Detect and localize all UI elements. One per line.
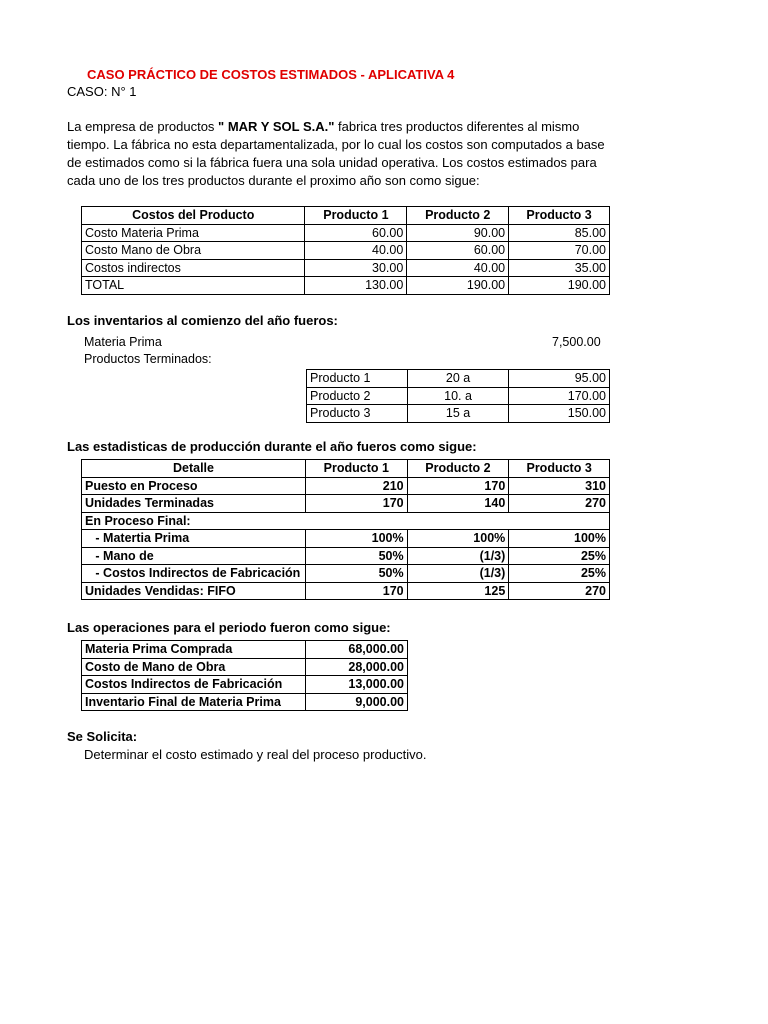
operations-heading: Las operaciones para el periodo fueron como sigue:: [67, 620, 391, 635]
solicita-text: Determinar el costo estimado y real del proceso productivo.: [84, 747, 427, 762]
header-cell: Producto 1: [305, 207, 407, 225]
cell-value: 170: [305, 582, 407, 600]
production-table: [81, 459, 610, 600]
table-row: [82, 530, 610, 548]
header-cell: Producto 3: [509, 207, 610, 225]
operations-table: [81, 640, 408, 711]
costs-table: [81, 206, 610, 295]
row-label: Costo Mano de Obra: [82, 242, 305, 260]
cell-value: 170: [407, 477, 509, 495]
table-total-row: [82, 277, 610, 295]
cell-value: 30.00: [305, 259, 407, 277]
table-row: [307, 387, 610, 405]
cell-value: 25%: [509, 547, 610, 565]
cell-value: 125: [407, 582, 509, 600]
table-row: [307, 370, 610, 388]
table-row: [82, 512, 610, 530]
table-row: [82, 641, 408, 659]
cell-value: 190.00: [509, 277, 610, 295]
cell-value: 25%: [509, 565, 610, 583]
cell-value: 95.00: [509, 370, 610, 388]
row-label: Costos indirectos: [82, 259, 305, 277]
productos-terminados-label: Productos Terminados:: [84, 352, 212, 366]
row-label: Inventario Final de Materia Prima: [82, 693, 306, 711]
header-cell: Producto 3: [509, 460, 610, 478]
table-row: [82, 477, 610, 495]
cell-value: 270: [509, 582, 610, 600]
cell-value: 50%: [305, 565, 407, 583]
cell-value: 100%: [305, 530, 407, 548]
cell-value: 40.00: [305, 242, 407, 260]
table-row: [82, 565, 610, 583]
cell-value: 13,000.00: [305, 676, 407, 694]
row-label: TOTAL: [82, 277, 305, 295]
table-row: [82, 582, 610, 600]
table-header-row: [82, 207, 610, 225]
cell-value: (1/3): [407, 547, 509, 565]
intro-after: fabrica tres productos diferentes al mismo tiempo. La fábrica no esta departamentalizada, por lo cual los costos son computados a base de estimados como si la fábrica fuera una sola unidad operativa. Los costos estimados para cada uno de los tres productos durante el proximo año son como sigue:: [67, 119, 605, 188]
table-row: [82, 676, 408, 694]
header-cell: Detalle: [82, 460, 306, 478]
cell-value: 28,000.00: [305, 658, 407, 676]
materia-prima-label: Materia Prima: [84, 335, 162, 349]
row-label: - Costos Indirectos de Fabricación: [82, 565, 306, 583]
inventories-heading: Los inventarios al comienzo del año fueros:: [67, 313, 338, 328]
cell-value: 100%: [509, 530, 610, 548]
row-label: Costo Materia Prima: [82, 224, 305, 242]
intro-before: La empresa de productos: [67, 119, 219, 134]
page-title: CASO PRÁCTICO DE COSTOS ESTIMADOS - APLICATIVA 4: [87, 67, 455, 82]
cell-value: 170.00: [509, 387, 610, 405]
row-label: Unidades Vendidas: FIFO: [82, 582, 306, 600]
cell-value: 50%: [305, 547, 407, 565]
cell-value: 190.00: [407, 277, 509, 295]
cell-value: 210: [305, 477, 407, 495]
table-row: [82, 693, 408, 711]
intro-paragraph: [67, 118, 607, 190]
row-label: Producto 3: [307, 405, 408, 423]
cell-value: 70.00: [509, 242, 610, 260]
header-cell: Producto 2: [407, 460, 509, 478]
cell-value: 20 a: [407, 370, 509, 388]
table-row: [82, 547, 610, 565]
row-label: Producto 2: [307, 387, 408, 405]
row-label: Producto 1: [307, 370, 408, 388]
en-proceso-label: En Proceso Final:: [82, 512, 610, 530]
cell-value: 9,000.00: [305, 693, 407, 711]
cell-value: 15 a: [407, 405, 509, 423]
cell-value: 10. a: [407, 387, 509, 405]
cell-value: 60.00: [305, 224, 407, 242]
row-label: - Matertia Prima: [82, 530, 306, 548]
case-number: CASO: N° 1: [67, 84, 137, 99]
cell-value: 170: [305, 495, 407, 513]
header-cell: Producto 1: [305, 460, 407, 478]
cell-value: 310: [509, 477, 610, 495]
production-heading: Las estadisticas de producción durante el año fueros como sigue:: [67, 439, 477, 454]
cell-value: 140: [407, 495, 509, 513]
row-label: Costo de Mano de Obra: [82, 658, 306, 676]
cell-value: 35.00: [509, 259, 610, 277]
row-label: Puesto en Proceso: [82, 477, 306, 495]
cell-value: 270: [509, 495, 610, 513]
table-row: [82, 658, 408, 676]
cell-value: 150.00: [509, 405, 610, 423]
table-row: [82, 259, 610, 277]
cell-value: 68,000.00: [305, 641, 407, 659]
row-label: Unidades Terminadas: [82, 495, 306, 513]
cell-value: 85.00: [509, 224, 610, 242]
solicita-heading: Se Solicita:: [67, 729, 138, 744]
inventory-table: [306, 369, 610, 423]
table-row: [82, 495, 610, 513]
cell-value: 90.00: [407, 224, 509, 242]
cell-value: 130.00: [305, 277, 407, 295]
table-row: [82, 224, 610, 242]
row-label: Materia Prima Comprada: [82, 641, 306, 659]
cell-value: 100%: [407, 530, 509, 548]
header-cell: Costos del Producto: [82, 207, 305, 225]
cell-value: 40.00: [407, 259, 509, 277]
materia-prima-value: 7,500.00: [552, 335, 601, 349]
table-row: [307, 405, 610, 423]
cell-value: 60.00: [407, 242, 509, 260]
table-row: [82, 242, 610, 260]
cell-value: (1/3): [407, 565, 509, 583]
row-label: - Mano de: [82, 547, 306, 565]
company-name: " MAR Y SOL S.A.": [218, 119, 335, 134]
header-cell: Producto 2: [407, 207, 509, 225]
row-label: Costos Indirectos de Fabricación: [82, 676, 306, 694]
table-header-row: [82, 460, 610, 478]
